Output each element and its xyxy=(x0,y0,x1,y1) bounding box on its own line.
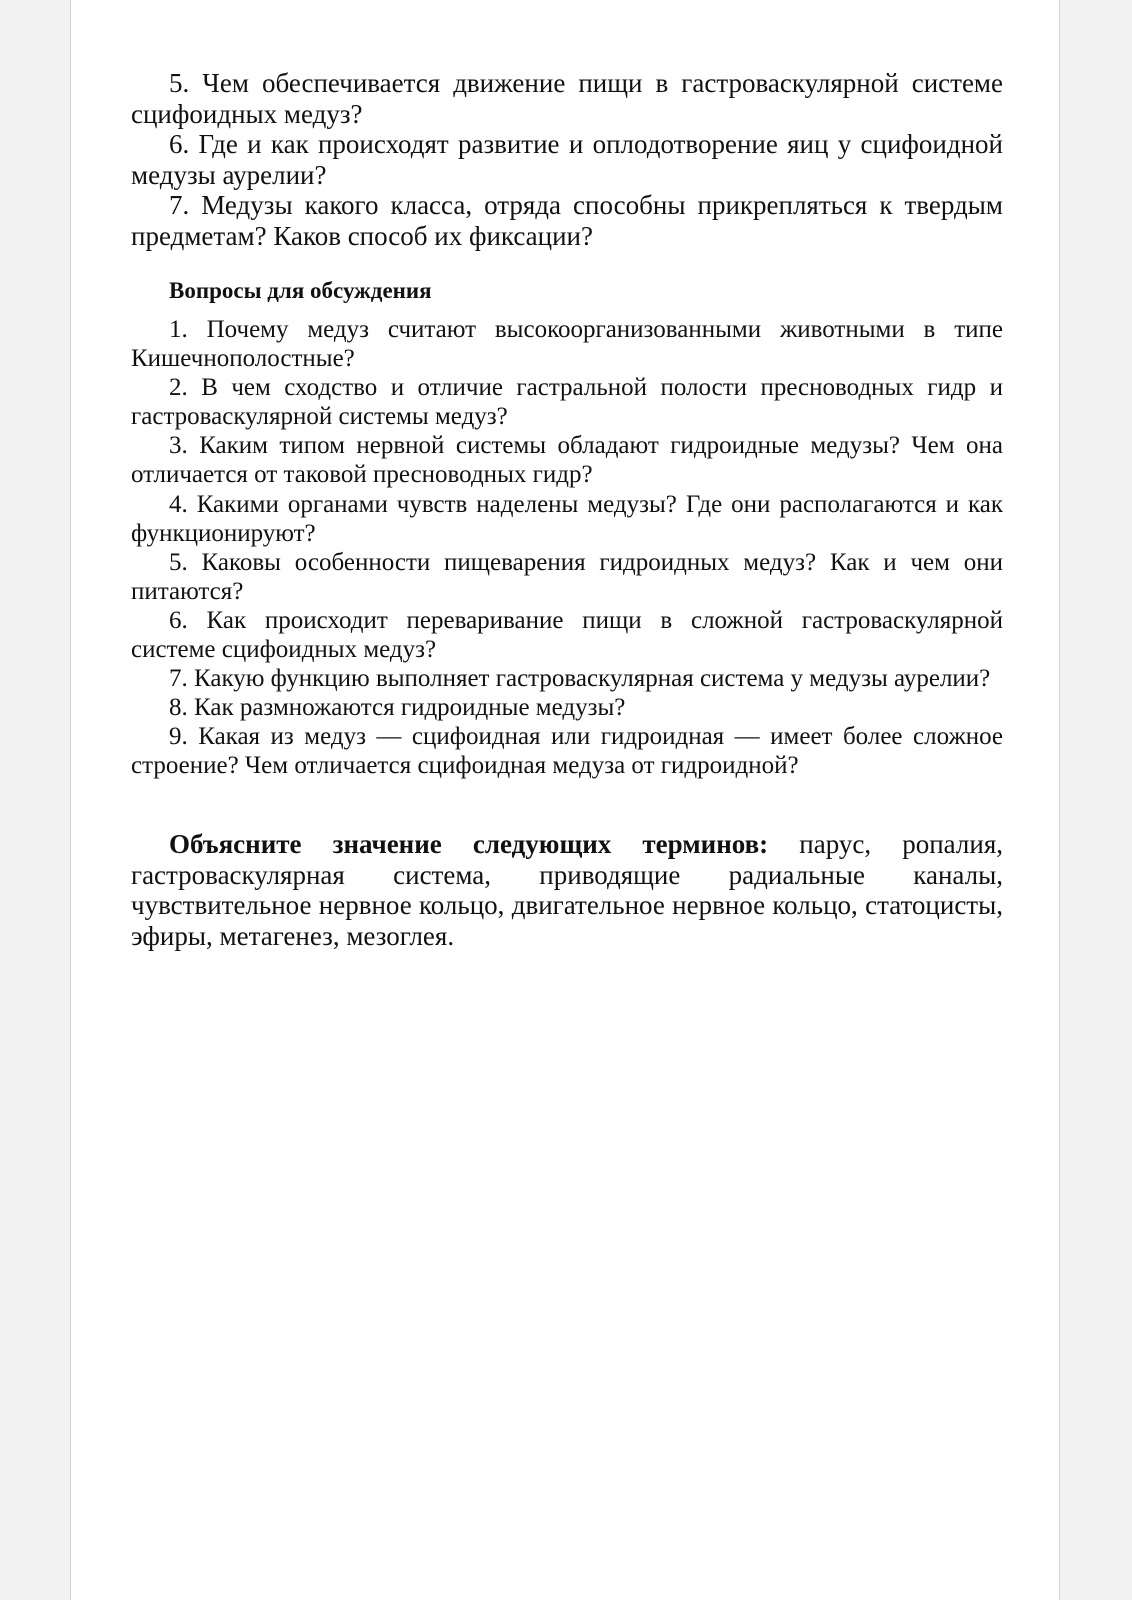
terms-list: парус, ропалия, гастроваскулярная система, приводящие радиальные каналы, чувствительное нервное кольцо, двигательное нервное кольцо, статоцисты, эфиры, метагенез, мезоглея. xyxy=(131,829,1003,951)
review-question: 5. Чем обеспечивается движение пищи в гастроваскулярной системе сцифоидных медуз? xyxy=(131,68,1003,129)
review-question: 7. Медузы какого класса, отряда способны прикрепляться к твердым предметам? Каков способ их фиксации? xyxy=(131,190,1003,251)
discussion-question: 5. Каковы особенности пищеварения гидроидных медуз? Как и чем они питаются? xyxy=(131,548,1003,605)
discussion-question: 7. Какую функцию выполняет гастроваскулярная система у медузы аурелии? xyxy=(169,665,991,693)
review-questions xyxy=(131,68,1003,251)
review-question: 6. Где и как происходят развитие и оплодотворение яиц у сцифоидной медузы аурелии? xyxy=(131,129,1003,190)
document-page xyxy=(70,0,1060,1600)
discussion-question: 4. Какими органами чувств наделены медузы? Где они располагаются и как функционируют? xyxy=(131,490,1003,547)
discussion-heading: Вопросы для обсуждения xyxy=(169,278,432,303)
discussion-question: 1. Почему медуз считают высокоорганизованными животными в типе Кишечнополостные? xyxy=(131,316,1003,373)
discussion-question: 3. Каким типом нервной системы обладают гидроидные медузы? Чем она отличается от таковой пресноводных гидр? xyxy=(131,432,1003,489)
terms-paragraph xyxy=(131,829,1003,951)
discussion-question: 2. В чем сходство и отличие гастральной полости пресноводных гидр и гастроваскулярной системы медуз? xyxy=(131,374,1003,431)
discussion-question: 6. Как происходит переваривание пищи в сложной гастроваскулярной системе сцифоидных медуз? xyxy=(131,606,1003,664)
discussion-question: 8. Как размножаются гидроидные медузы? xyxy=(169,694,626,722)
discussion-questions xyxy=(131,315,1003,781)
discussion-question: 9. Какая из медуз — сцифоидная или гидроидная — имеет более сложное строение? Чем отличается сцифоидная медуза от гидроидной? xyxy=(131,723,1003,780)
terms-lead: Объясните значение следующих терминов: xyxy=(169,829,769,859)
